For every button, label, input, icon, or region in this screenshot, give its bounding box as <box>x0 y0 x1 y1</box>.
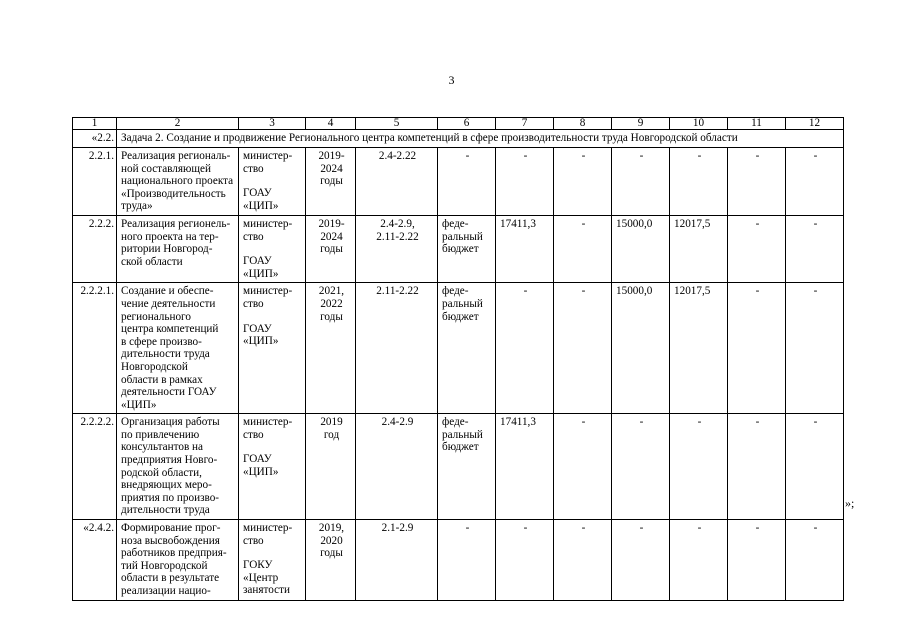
closing-quote-mark: »; <box>845 496 855 510</box>
row-value: - <box>670 520 728 601</box>
row-value: - <box>728 283 786 414</box>
row-source: феде- ральный бюджет <box>438 414 496 520</box>
row-value: 12017,5 <box>670 283 728 414</box>
table-row <box>73 148 844 216</box>
header-cell: 4 <box>306 118 356 130</box>
header-cell: 9 <box>612 118 670 130</box>
row-value: 12017,5 <box>670 215 728 282</box>
row-value: - <box>554 520 612 601</box>
row-executor-org: ГОАУ «ЦИП» <box>243 187 279 212</box>
row-value: - <box>554 148 612 216</box>
row-source: - <box>438 520 496 601</box>
row-value: 17411,3 <box>496 414 554 520</box>
header-cell: 1 <box>73 118 117 130</box>
row-value: - <box>728 148 786 216</box>
row-targets: 2.4-2.22 <box>356 148 438 216</box>
row-executor: министер- ство <box>243 217 293 243</box>
row-targets: 2.1-2.9 <box>356 520 438 601</box>
program-table <box>72 117 844 601</box>
row-value: - <box>612 520 670 601</box>
row-value: - <box>554 283 612 414</box>
row-number: 2.2.1. <box>73 148 117 216</box>
row-name: Организация работы по привлечению консультантов на предприятия Новго- родской области, внедряющих меро- приятия по произво- дительности труда <box>117 414 239 520</box>
row-number: 2.2.2.2. <box>73 414 117 520</box>
row-value: - <box>554 215 612 282</box>
header-cell: 11 <box>728 118 786 130</box>
header-cell: 6 <box>438 118 496 130</box>
row-number: 2.2.2.1. <box>73 283 117 414</box>
row-value: - <box>786 283 844 414</box>
row-period: 2019 год <box>306 414 356 520</box>
row-executor-org: ГОКУ «Центр занятости <box>243 559 290 597</box>
header-cell: 8 <box>554 118 612 130</box>
header-cell: 2 <box>117 118 239 130</box>
row-value: - <box>496 148 554 216</box>
row-value: - <box>612 414 670 520</box>
row-value: - <box>670 414 728 520</box>
row-executor-org: ГОАУ «ЦИП» <box>243 322 279 348</box>
row-number: «2.4.2. <box>73 520 117 601</box>
row-source: феде- ральный бюджет <box>438 215 496 282</box>
row-executor-org: ГОАУ «ЦИП» <box>243 255 279 280</box>
row-value: - <box>496 283 554 414</box>
row-executor: министер- ство <box>243 416 293 441</box>
header-cell: 10 <box>670 118 728 130</box>
table-row <box>73 414 844 520</box>
header-cell: 7 <box>496 118 554 130</box>
row-value: - <box>786 215 844 282</box>
row-value: - <box>554 414 612 520</box>
row-executor: министер- ство <box>243 285 293 310</box>
row-executor-org: ГОАУ «ЦИП» <box>243 453 279 479</box>
row-value: - <box>612 148 670 216</box>
row-executor: министер- ство <box>243 522 293 547</box>
row-value: - <box>728 215 786 282</box>
task-title: Задача 2. Создание и продвижение Регионального центра компетенций в сфере производительности труда Новгородской области <box>117 130 844 148</box>
row-value: 15000,0 <box>612 283 670 414</box>
task-row <box>73 130 844 148</box>
row-period: 2019- 2024 годы <box>306 215 356 282</box>
row-targets: 2.4-2.9, 2.11-2.22 <box>356 215 438 282</box>
row-number: 2.2.2. <box>73 215 117 282</box>
table-row <box>73 215 844 282</box>
row-targets: 2.11-2.22 <box>356 283 438 414</box>
row-value: 17411,3 <box>496 215 554 282</box>
row-name: Реализация регионель- ного проекта на тер- ритории Новгород- ской области <box>117 215 239 282</box>
table-row <box>73 520 844 601</box>
header-cell: 12 <box>786 118 844 130</box>
row-value: - <box>670 148 728 216</box>
row-value: - <box>786 148 844 216</box>
row-period: 2021, 2022 годы <box>306 283 356 414</box>
row-source: - <box>438 148 496 216</box>
row-source: феде- ральный бюджет <box>438 283 496 414</box>
row-name: Формирование прог- ноза высвобождения работников предприя- тий Новгородской области в результате реализации нацио- <box>117 520 239 601</box>
header-cell: 3 <box>239 118 306 130</box>
row-period: 2019, 2020 годы <box>306 520 356 601</box>
row-value: - <box>786 414 844 520</box>
row-period: 2019- 2024 годы <box>306 148 356 216</box>
table-row <box>73 283 844 414</box>
row-executor: министер- ство <box>243 150 293 175</box>
header-cell: 5 <box>356 118 438 130</box>
task-number: «2.2. <box>73 130 117 148</box>
row-value: - <box>786 520 844 601</box>
row-name: Создание и обеспе- чение деятельности регионального центра компетенций в сфере произво- дительности труда Новгородской области в рамках деятельности ГОАУ «ЦИП» <box>117 283 239 414</box>
row-name: Реализация региональ- ной составляющей национального проекта «Производительность труда» <box>117 148 239 216</box>
row-targets: 2.4-2.9 <box>356 414 438 520</box>
row-value: - <box>728 520 786 601</box>
row-value: - <box>496 520 554 601</box>
page-number: 3 <box>448 73 455 87</box>
header-row <box>73 118 844 130</box>
row-value: 15000,0 <box>612 215 670 282</box>
row-value: - <box>728 414 786 520</box>
